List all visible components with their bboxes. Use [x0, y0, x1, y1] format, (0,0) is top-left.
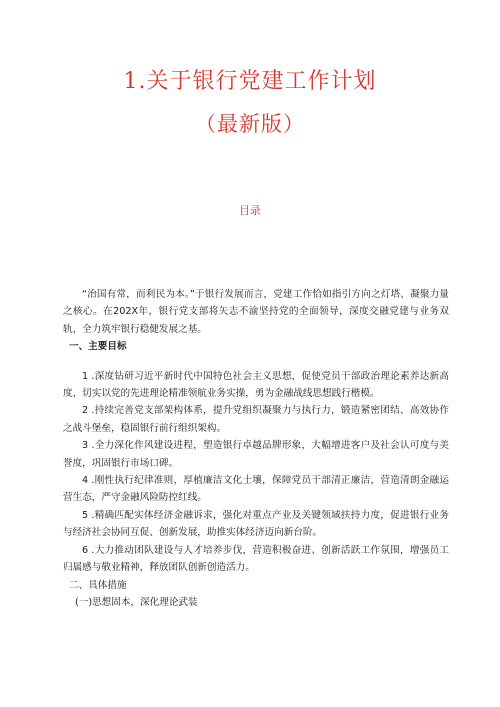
goal-item-1: 1 .深度钻研习近平新时代中国特色社会主义思想，促使党员干部政治理论素养达新高度，切实以党的先进理论精准领航业务实操，勇为金融战线思想践行楷模。: [63, 370, 449, 400]
subsection-heading-theory: (一)思想固本，深化理论武装: [75, 596, 198, 608]
section-heading-main-goals: 一、主要目标: [69, 341, 127, 353]
toc-label[interactable]: 目录: [239, 204, 261, 217]
goal-item-6: 6 .大力推动团队建设与人才培养步伐，营造积极奋进、创新活跃工作氛围，增强员工归属感与敬业精神，释放团队创新创造活力。: [63, 544, 449, 574]
goal-item-3: 3 .全力深化作风建设进程，塑造银行卓越品牌形象，大幅增进客户及社会认可度与美誉度，巩固银行市场口碑。: [63, 440, 449, 469]
document-body: [63, 286, 449, 611]
goal-item-2: 2 .持续完善党支部架构体系，提升党组织凝聚力与执行力，锻造紧密团结、高效协作之战斗堡垒，稳固银行前行组织架构。: [63, 405, 449, 434]
document-title: 1.关于银行党建工作计划: [123, 69, 377, 94]
intro-paragraph: “治国有常，而利民为本。”于银行发展而言，党建工作恰如指引方向之灯塔、凝聚力量之核心。在202X年，银行党支部将矢志不渝坚持党的全面领导，深度交融党建与业务双轨，全力筑牢银行稳健发展之基。: [63, 289, 449, 335]
document-subtitle: （最新版）: [195, 112, 305, 136]
section-heading-measures: 二、具体措施: [69, 579, 127, 591]
goal-item-5: 5 .精确匹配实体经济金融诉求，强化对重点产业及关键领域扶持力度，促进银行业务与经济社会协同互促、创新发展，助推实体经济迈向新台阶。: [63, 509, 449, 539]
goal-item-4: 4 .刚性执行纪律准则，厚植廉洁文化土壤，保障党员干部清正廉洁，营造清朗金融运营生态，严守金融风险防控红线。: [63, 475, 449, 504]
